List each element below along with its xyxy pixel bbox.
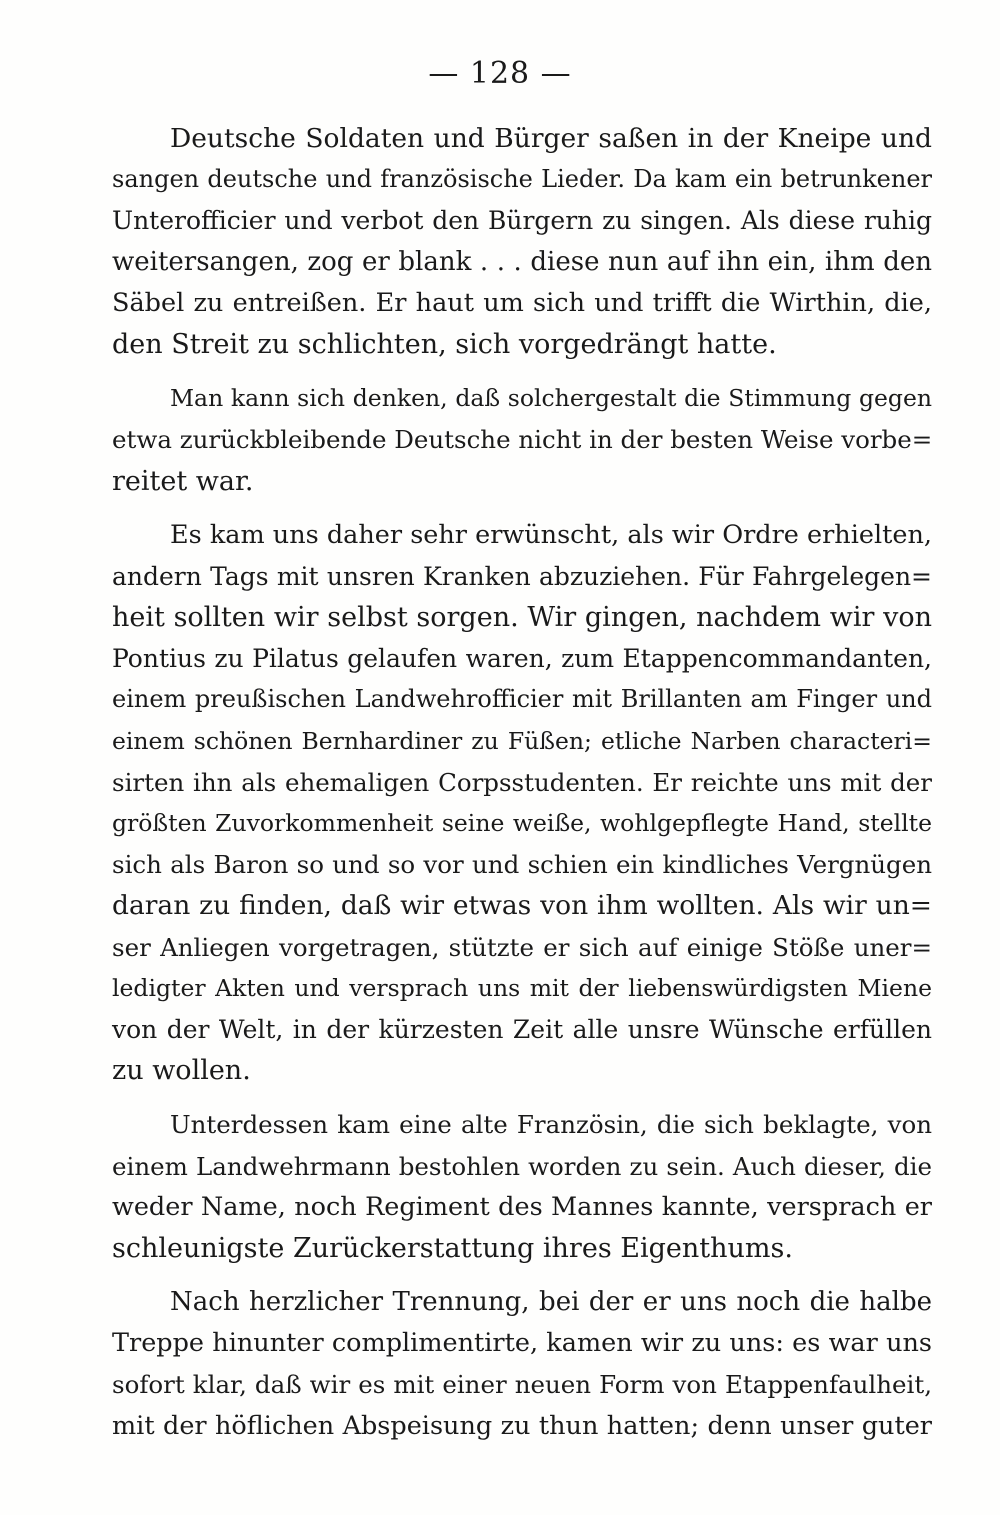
page-number: — 128 — (428, 56, 572, 91)
text-line: sangen deutsche und französische Lieder. Da kam ein betrunkener (112, 165, 932, 194)
text-line: mit der höflichen Abspeisung zu thun hatten; denn unser guter (112, 1410, 932, 1441)
text-body (112, 118, 932, 1460)
text-line: schleunigste Zurückerstattung ihres Eigenthums. (112, 1232, 793, 1264)
text-line: heit sollten wir selbst sorgen. Wir gingen, nachdem wir von (112, 602, 932, 634)
text-line: daran zu finden, daß wir etwas von ihm wollten. Als wir un= (112, 890, 932, 922)
text-line: einem Landwehrmann bestohlen worden zu sein. Auch dieser, die (112, 1151, 932, 1181)
text-line: größten Zuvorkommenheit seine weiße, wohlgepflegte Hand, stellte (112, 809, 932, 837)
text-line: ser Anliegen vorgetragen, stützte er sich auf einige Stöße uner= (112, 932, 932, 962)
text-line: ledigter Akten und versprach uns mit der liebenswürdigsten Miene (112, 973, 932, 1002)
text-line: Säbel zu entreißen. Er haut um sich und trifft die Wirthin, die, (112, 287, 932, 318)
text-line: sich als Baron so und so vor und schien ein kindliches Vergnügen (112, 850, 932, 880)
text-line: Unterofficier und verbot den Bürgern zu singen. Als diese ruhig (112, 206, 932, 236)
text-line: Man kann sich denken, daß solchergestalt die Stimmung gegen (170, 384, 932, 413)
text-line: Nach herzlicher Trennung, bei der er uns noch die halbe (170, 1287, 932, 1318)
paragraph-2 (112, 378, 932, 502)
text-line: von der Welt, in der kürzesten Zeit alle unsre Wünsche erfüllen (112, 1014, 932, 1044)
text-line: Es kam uns daher sehr erwünscht, als wir Ordre erhielten, (170, 519, 932, 550)
text-line: einem preußischen Landwehrofficier mit Brillanten am Finger und (112, 685, 932, 714)
text-line: reitet war. (112, 465, 254, 497)
text-line: Pontius zu Pilatus gelaufen waren, zum Etappencommandanten, (112, 644, 932, 674)
paragraph-3 (112, 515, 932, 1092)
text-line: weder Name, noch Regiment des Mannes kannte, versprach er (112, 1191, 932, 1222)
text-line: weitersangen, zog er blank . . . diese nun auf ihn ein, ihm den (112, 246, 932, 277)
text-line: Treppe hinunter complimentirte, kamen wir zu uns: es war uns (112, 1328, 932, 1359)
paragraph-1 (112, 118, 932, 365)
text-line: einem schönen Bernhardiner zu Füßen; etliche Narben characteri= (112, 726, 932, 755)
text-line: andern Tags mit unsren Kranken abzuziehen. Für Fahrgelegen= (112, 561, 932, 591)
text-line: den Streit zu schlichten, sich vorgedrängt hatte. (112, 328, 777, 360)
text-line: sofort klar, daß wir es mit einer neuen Form von Etappenfaulheit, (112, 1370, 932, 1400)
text-line: Unterdessen kam eine alte Französin, die sich beklagte, von (170, 1110, 932, 1140)
paragraph-4 (112, 1104, 932, 1269)
text-line: etwa zurückbleibende Deutsche nicht in der besten Weise vorbe= (112, 425, 933, 455)
text-line: zu wollen. (112, 1055, 251, 1087)
paragraph-5 (112, 1282, 932, 1447)
text-line: sirten ihn als ehemaligen Corpsstudenten. Er reichte uns mit der (112, 767, 932, 797)
text-line: Deutsche Soldaten und Bürger saßen in der Kneipe und (170, 123, 932, 154)
